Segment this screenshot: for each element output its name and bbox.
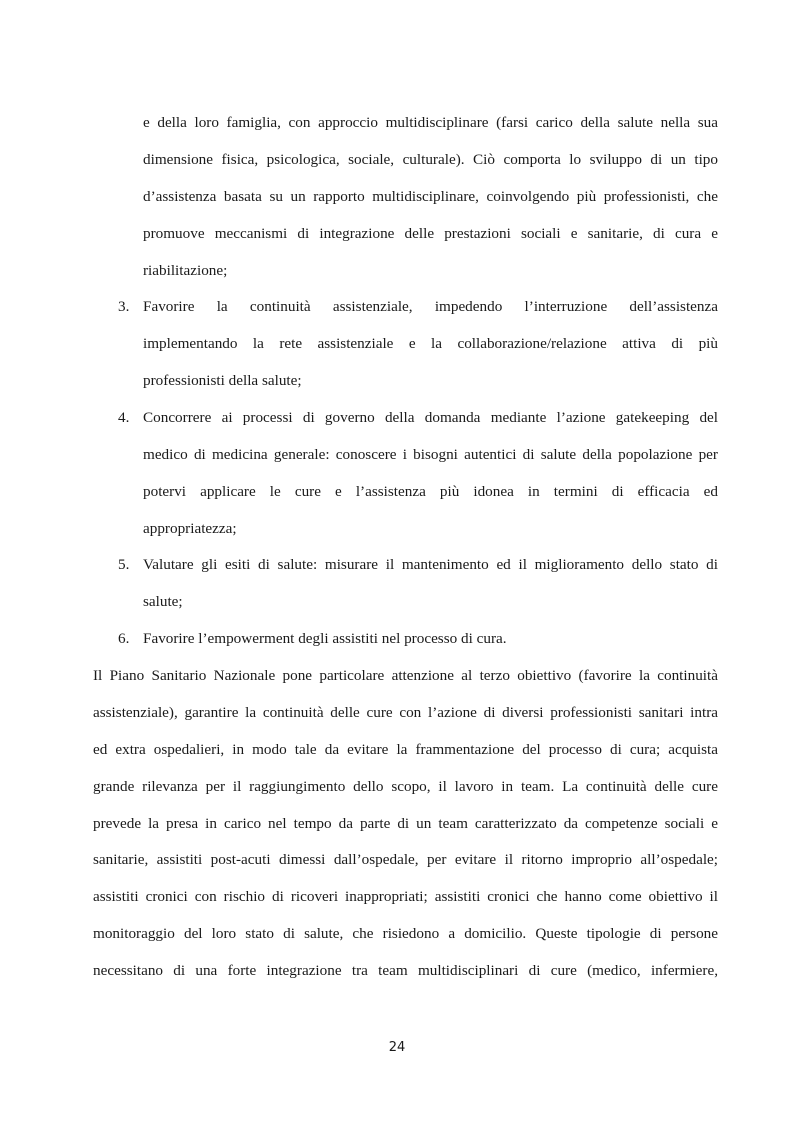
list-item-line: Favorire l’empowerment degli assistiti nel processo di cura. bbox=[143, 630, 507, 647]
paragraph-line: sanitarie, assistiti post-acuti dimessi dall’ospedale, per evitare il ritorno improprio all’ospedale; bbox=[93, 851, 718, 868]
list-item-line: Valutare gli esiti di salute: misurare il mantenimento ed il miglioramento dello stato di bbox=[143, 556, 718, 573]
list-item-line: implementando la rete assistenziale e la collaborazione/relazione attiva di più bbox=[143, 335, 718, 352]
list-continuation-line: dimensione fisica, psicologica, sociale, culturale). Ciò comporta lo sviluppo di un tipo bbox=[143, 151, 718, 168]
list-item-line: appropriatezza; bbox=[143, 520, 237, 537]
page-number: 24 bbox=[388, 1040, 406, 1055]
list-item-line: Concorrere ai processi di governo della domanda mediante l’azione gatekeeping del bbox=[143, 409, 718, 426]
paragraph-line: monitoraggio del loro stato di salute, che risiedono a domicilio. Queste tipologie di persone bbox=[93, 925, 718, 942]
list-continuation-line: e della loro famiglia, con approccio multidisciplinare (farsi carico della salute nella sua bbox=[143, 114, 718, 131]
list-item-line: professionisti della salute; bbox=[143, 372, 302, 389]
paragraph-line: assistenziale), garantire la continuità delle cure con l’azione di diversi professionisti sanitari intra bbox=[93, 704, 718, 721]
paragraph-line: necessitano di una forte integrazione tra team multidisciplinari di cure (medico, infermiere, bbox=[93, 962, 718, 979]
list-continuation-line: d’assistenza basata su un rapporto multidisciplinare, coinvolgendo più professionisti, che bbox=[143, 188, 718, 205]
paragraph-line: grande rilevanza per il raggiungimento dello scopo, il lavoro in team. La continuità delle cure bbox=[93, 778, 718, 795]
paragraph-line: ed extra ospedalieri, in modo tale da evitare la frammentazione del processo di cura; acquista bbox=[93, 741, 718, 758]
list-item-line: salute; bbox=[143, 593, 183, 610]
list-item-number: 6. bbox=[118, 630, 130, 647]
list-item-number: 5. bbox=[118, 556, 130, 573]
list-item-number: 4. bbox=[118, 409, 130, 426]
paragraph-line: Il Piano Sanitario Nazionale pone particolare attenzione al terzo obiettivo (favorire la continuità bbox=[93, 667, 718, 684]
list-item-line: potervi applicare le cure e l’assistenza più idonea in termini di efficacia ed bbox=[143, 483, 718, 500]
list-item-line: Favorire la continuità assistenziale, impedendo l’interruzione dell’assistenza bbox=[143, 298, 718, 315]
list-continuation-line: riabilitazione; bbox=[143, 262, 228, 279]
list-item-line: medico di medicina generale: conoscere i bisogni autentici di salute della popolazione per bbox=[143, 446, 718, 463]
paragraph-line: prevede la presa in carico nel tempo da parte di un team caratterizzato da competenze sociali e bbox=[93, 815, 718, 832]
list-continuation-line: promuove meccanismi di integrazione delle prestazioni sociali e sanitarie, di cura e bbox=[143, 225, 718, 242]
paragraph-line: assistiti cronici con rischio di ricoveri inappropriati; assistiti cronici che hanno come obiettivo il bbox=[93, 888, 718, 905]
list-item-number: 3. bbox=[118, 298, 130, 315]
